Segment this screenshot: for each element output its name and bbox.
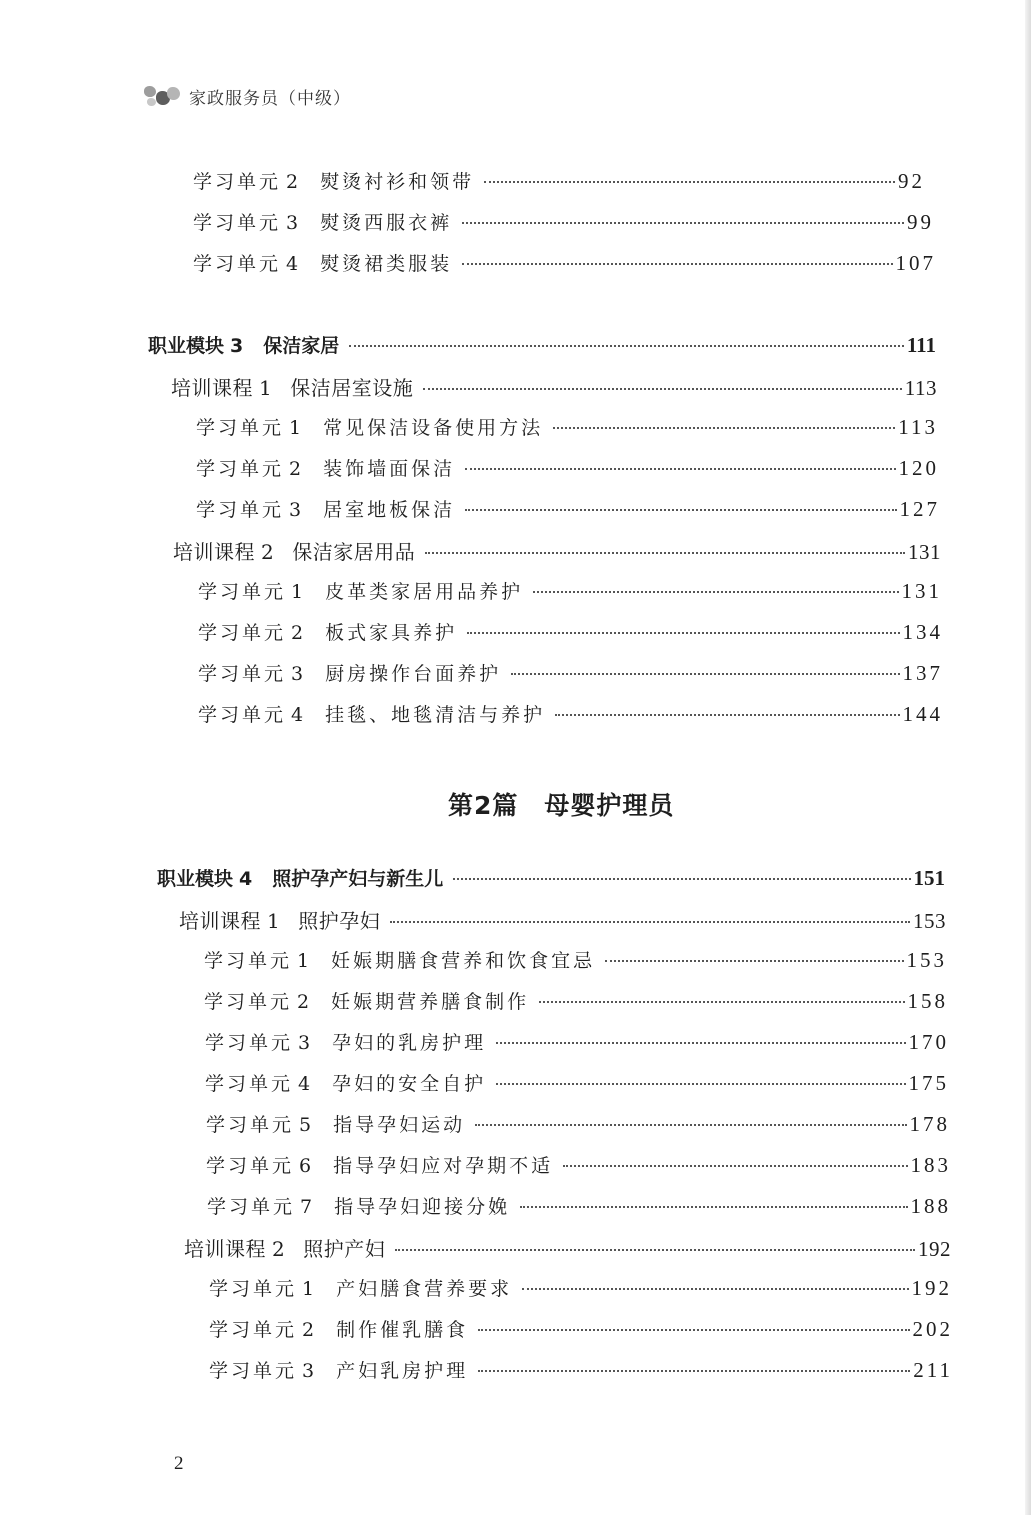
toc-entry-label: 学习单元 4 [198, 704, 304, 726]
dot-leader [349, 345, 904, 347]
toc-entry-title: 指导孕妇运动 [333, 1114, 466, 1136]
toc-entry-title: 常见保洁设备使用方法 [323, 417, 544, 439]
toc-entry-page: 113 [904, 376, 937, 400]
book-title: 家政服务员（中级） [189, 88, 351, 109]
dot-leader [511, 673, 899, 675]
toc-entry-page: 192 [918, 1237, 951, 1261]
toc-entry-title: 居室地板保洁 [323, 499, 456, 521]
page-number: 2 [174, 1453, 184, 1474]
toc-entry-page: 120 [898, 456, 939, 480]
dot-leader [453, 878, 910, 880]
toc-entry-course [179, 905, 946, 934]
toc-entry-unit [209, 1274, 952, 1301]
toc-entry-unit [196, 495, 940, 522]
toc-entry-label: 学习单元 1 [209, 1278, 315, 1300]
dot-leader [475, 1124, 906, 1126]
toc-entry-title: 熨烫衬衫和领带 [320, 171, 475, 193]
toc-entry-page: 127 [899, 497, 940, 521]
part-label: 第2篇 [448, 791, 519, 820]
toc-entry-page: 131 [901, 579, 942, 603]
dot-leader [496, 1083, 905, 1085]
toc-entry-page: 170 [908, 1030, 949, 1054]
toc-entry-module [148, 331, 936, 358]
toc-entry-unit [198, 577, 942, 604]
toc-entry-page: 202 [912, 1317, 953, 1341]
dot-leader [467, 632, 899, 634]
toc-entry-label: 培训课程 2 [184, 1237, 286, 1261]
dot-leader [478, 1329, 909, 1331]
toc-entry-label: 学习单元 5 [206, 1114, 312, 1136]
dot-leader [522, 1288, 908, 1290]
toc-entry-label: 学习单元 2 [196, 458, 302, 480]
toc-entry-title: 指导孕妇迎接分娩 [334, 1196, 511, 1218]
toc-entry-unit [193, 249, 936, 276]
toc-entry-label: 职业模块 4 [157, 868, 253, 890]
toc-entry-unit [205, 1069, 949, 1096]
toc-entry-page: 134 [902, 620, 943, 644]
dot-leader [462, 263, 892, 265]
toc-entry-unit [207, 1192, 951, 1219]
toc-entry-unit [206, 1151, 951, 1178]
dot-leader [555, 714, 899, 716]
page-edge [1025, 0, 1031, 1515]
toc-entry-label: 学习单元 2 [193, 171, 299, 193]
dot-leader [465, 468, 895, 470]
toc-entry-label: 学习单元 4 [205, 1073, 311, 1095]
toc-entry-title: 板式家具养护 [325, 622, 458, 644]
dot-leader [553, 427, 895, 429]
running-header [143, 82, 351, 110]
toc-entry-unit [205, 1028, 949, 1055]
toc-entry-page: 175 [908, 1071, 949, 1095]
toc-entry-title: 孕妇的安全自护 [332, 1073, 487, 1095]
toc-entry-page: 151 [913, 866, 945, 890]
toc-entry-title: 妊娠期膳食营养和饮食宜忌 [331, 950, 596, 972]
toc-entry-page: 144 [902, 702, 943, 726]
toc-entry-page: 188 [910, 1194, 951, 1218]
toc-entry-label: 学习单元 3 [196, 499, 302, 521]
toc-entry-label: 学习单元 2 [198, 622, 304, 644]
toc-entry-unit [209, 1315, 953, 1342]
toc-entry-label: 培训课程 1 [171, 376, 273, 400]
toc-entry-label: 培训课程 1 [179, 909, 281, 933]
dot-leader [390, 921, 910, 923]
toc-entry-title: 照护孕产妇与新生儿 [272, 868, 444, 890]
toc-entry-title: 保洁家居用品 [292, 540, 416, 564]
dot-leader [478, 1370, 910, 1372]
toc-entry-unit [193, 208, 934, 235]
toc-entry-title: 照护产妇 [303, 1237, 386, 1261]
toc-entry-title: 保洁居室设施 [290, 376, 414, 400]
toc-entry-label: 学习单元 1 [198, 581, 304, 603]
toc-entry-label: 学习单元 3 [198, 663, 304, 685]
dot-leader [425, 552, 905, 554]
toc-entry-title: 皮革类家居用品养护 [325, 581, 524, 603]
toc-entry-title: 厨房操作台面养护 [325, 663, 502, 685]
toc-entry-page: 107 [895, 251, 936, 275]
toc-entry-label: 学习单元 1 [196, 417, 302, 439]
toc-entry-page: 137 [902, 661, 943, 685]
toc-entry-title: 熨烫裙类服装 [320, 253, 453, 275]
toc-entry-unit [196, 454, 939, 481]
toc-entry-title: 照护孕妇 [298, 909, 381, 933]
dot-leader [395, 1249, 915, 1251]
toc-entry-page: 178 [909, 1112, 950, 1136]
dot-leader [539, 1001, 904, 1003]
toc-entry-unit [198, 618, 943, 645]
part-title: 母婴护理员 [544, 791, 675, 820]
toc-entry-title: 装饰墙面保洁 [323, 458, 456, 480]
dot-leader [484, 181, 895, 183]
dot-leader [533, 591, 898, 593]
toc-entry-page: 153 [913, 909, 946, 933]
toc-entry-title: 孕妇的乳房护理 [332, 1032, 487, 1054]
toc-entry-title: 妊娠期营养膳食制作 [331, 991, 530, 1013]
toc-entry-page: 99 [907, 210, 934, 234]
toc-entry-page: 131 [908, 540, 941, 564]
dot-leader [465, 509, 896, 511]
toc-entry-title: 保洁家居 [263, 335, 340, 357]
toc-entry-unit [209, 1356, 953, 1383]
dot-leader [520, 1206, 907, 1208]
toc-entry-label: 学习单元 7 [207, 1196, 313, 1218]
toc-entry-unit [193, 167, 925, 194]
dot-leader [462, 222, 904, 224]
toc-entry-title: 制作催乳膳食 [336, 1319, 469, 1341]
series-logo-icon [143, 83, 185, 109]
toc-entry-label: 学习单元 2 [209, 1319, 315, 1341]
part-heading [448, 786, 674, 822]
toc-entry-label: 学习单元 3 [193, 212, 299, 234]
dot-leader [496, 1042, 905, 1044]
toc-entry-page: 158 [907, 989, 948, 1013]
toc-entry-title: 挂毯、地毯清洁与养护 [325, 704, 546, 726]
toc-entry-title: 产妇乳房护理 [336, 1360, 469, 1382]
toc-entry-course [171, 372, 937, 401]
toc-entry-title: 熨烫西服衣裤 [320, 212, 453, 234]
toc-entry-page: 92 [898, 169, 925, 193]
toc-entry-page: 111 [906, 333, 936, 357]
toc-entry-unit [206, 1110, 950, 1137]
toc-entry-label: 学习单元 3 [205, 1032, 311, 1054]
toc-entry-title: 指导孕妇应对孕期不适 [333, 1155, 554, 1177]
toc-entry-unit [196, 413, 938, 440]
toc-entry-label: 学习单元 1 [204, 950, 310, 972]
toc-entry-title: 产妇膳食营养要求 [336, 1278, 513, 1300]
toc-entry-module [157, 864, 945, 891]
toc-entry-page: 183 [910, 1153, 951, 1177]
toc-entry-course [173, 536, 941, 565]
toc-entry-label: 学习单元 6 [206, 1155, 312, 1177]
toc-entry-label: 职业模块 3 [148, 335, 244, 357]
toc-entry-unit [204, 946, 947, 973]
dot-leader [423, 388, 902, 390]
dot-leader [605, 960, 903, 962]
toc-entry-unit [198, 659, 943, 686]
toc-entry-label: 学习单元 3 [209, 1360, 315, 1382]
toc-entry-label: 培训课程 2 [173, 540, 275, 564]
toc-entry-page: 153 [906, 948, 947, 972]
toc-entry-unit [198, 700, 943, 727]
toc-entry-unit [204, 987, 948, 1014]
toc-entry-course [184, 1233, 951, 1262]
toc-entry-label: 学习单元 2 [204, 991, 310, 1013]
dot-leader [563, 1165, 907, 1167]
toc-entry-page: 192 [911, 1276, 952, 1300]
toc-entry-page: 113 [898, 415, 938, 439]
toc-entry-label: 学习单元 4 [193, 253, 299, 275]
toc-entry-page: 211 [913, 1358, 953, 1382]
